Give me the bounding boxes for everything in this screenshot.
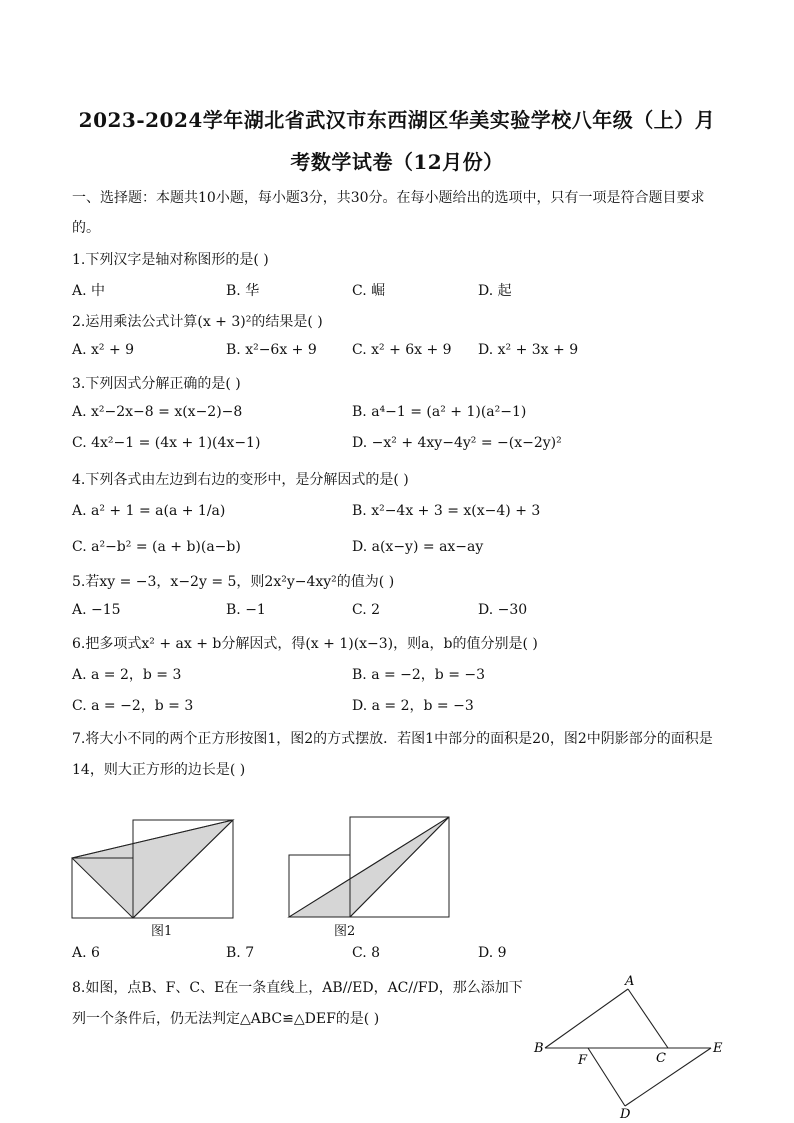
question-6-stem: 6.把多项式x² + ax + b分解因式，得(x + 1)(x−3)，则a，b的值分别是( ) [72,636,538,652]
question-5-option-d: D. −30 [478,602,528,618]
figure-2-diagonal-1 [289,817,449,917]
label-point-f: F [578,1053,588,1068]
segment-a-c [628,989,668,1048]
question-5-option-a: A. −15 [72,602,121,618]
question-5-option-c: C. 2 [352,602,381,618]
question-2-option-a: A. x² + 9 [72,342,135,358]
exam-title-line2: 考数学试卷（12月份） [290,150,504,174]
figure-1-shaded-region [72,820,233,918]
question-7-figure-2 [286,815,456,937]
question-7-stem-line2: 14，则大正方形的边长是( ) [72,762,246,778]
question-1-option-c: C. 崛 [352,283,386,299]
question-4-option-c: C. a²−b² = (a + b)(a−b) [72,539,241,555]
question-7-figure-2-caption: 图2 [334,924,356,939]
question-4-option-a: A. a² + 1 = a(a + 1/a) [72,503,226,519]
question-1-option-d: D. 起 [478,283,512,299]
segment-f-d [588,1048,625,1106]
question-4-stem: 4.下列各式由左边到右边的变形中，是分解因式的是( ) [72,472,409,488]
question-2-stem: 2.运用乘法公式计算(x + 3)²的结果是( ) [72,314,323,330]
question-6-option-a: A. a = 2，b = 3 [72,667,182,683]
question-2-option-b: B. x²−6x + 9 [226,342,317,358]
question-7-option-c: C. 8 [352,945,381,961]
question-7-figure-1-caption: 图1 [151,924,173,939]
segment-a-b [545,989,628,1048]
question-1-option-b: B. 华 [226,283,260,299]
question-3-option-b: B. a⁴−1 = (a² + 1)(a²−1) [352,404,527,420]
question-3-stem: 3.下列因式分解正确的是( ) [72,376,241,392]
question-7-option-d: D. 9 [478,945,507,961]
question-7-stem-line1: 7.将大小不同的两个正方形按图1，图2的方式摆放．若图1中部分的面积是20，图2中阴影部分的面积是 [72,731,713,747]
question-5-stem: 5.若xy = −3，x−2y = 5，则2x²y−4xy²的值为( ) [72,574,395,590]
label-point-c: C [656,1051,666,1066]
question-3-option-c: C. 4x²−1 = (4x + 1)(4x−1) [72,435,261,451]
question-3-option-d: D. −x² + 4xy−4y² = −(x−2y)² [352,435,562,451]
label-point-b: B [534,1041,544,1056]
label-point-d: D [620,1107,631,1120]
question-7-option-b: B. 7 [226,945,255,961]
exam-title-line1: 2023-2024学年湖北省武汉市东西湖区华美实验学校八年级（上）月 [78,108,716,132]
question-6-option-c: C. a = −2，b = 3 [72,698,194,714]
segment-d-e [625,1048,711,1106]
label-point-a: A [625,974,635,989]
question-2-option-d: D. x² + 3x + 9 [478,342,579,358]
question-7-option-a: A. 6 [72,945,100,961]
question-4-option-b: B. x²−4x + 3 = x(x−4) + 3 [352,503,541,519]
question-3-option-a: A. x²−2x−8 = x(x−2)−8 [72,404,243,420]
question-5-option-b: B. −1 [226,602,266,618]
section-instructions-line2: 的。 [72,220,100,236]
question-1-option-a: A. 中 [72,283,106,299]
question-1-stem: 1.下列汉字是轴对称图形的是( ) [72,252,269,268]
question-8-figure [528,972,728,1120]
question-6-option-b: B. a = −2，b = −3 [352,667,486,683]
question-2-option-c: C. x² + 6x + 9 [352,342,452,358]
question-8-stem-line1: 8.如图，点B、F、C、E在一条直线上，AB//ED，AC//FD，那么添加下 [72,980,523,996]
question-4-option-d: D. a(x−y) = ax−ay [352,539,484,555]
figure-2-diagonal-2 [350,817,449,917]
label-point-e: E [713,1041,723,1056]
section-instructions-line1: 一、选择题：本题共10小题，每小题3分，共30分。在每小题给出的选项中，只有一项是符合题目要求 [72,190,705,206]
question-6-option-d: D. a = 2，b = −3 [352,698,474,714]
question-8-stem-line2: 列一个条件后，仍无法判定△ABC≌△DEF的是( ) [72,1011,380,1027]
